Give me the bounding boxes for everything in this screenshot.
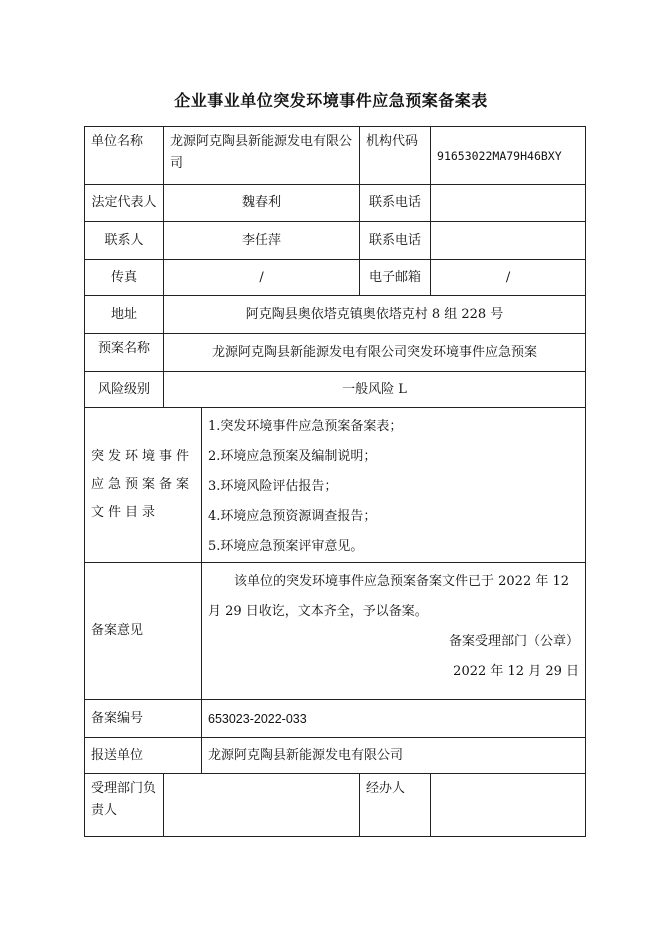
file-list-item: 4.环境应急预资源调查报告； — [208, 509, 377, 524]
legal-rep-value: 魏春利 — [164, 185, 360, 222]
row-plan-name — [85, 334, 586, 372]
row-dept-head — [85, 774, 586, 837]
plan-name-value: 龙源阿克陶县新能源发电有限公司突发环境事件应急预案 — [164, 334, 586, 372]
contact-value: 李任萍 — [164, 222, 360, 260]
email-value: / — [431, 260, 586, 296]
address-label: 地址 — [85, 296, 164, 334]
row-submit-unit — [85, 738, 586, 774]
filing-form-table — [84, 126, 586, 837]
row-fax — [85, 260, 586, 296]
email-label: 电子邮箱 — [360, 260, 431, 296]
record-no-label: 备案编号 — [85, 700, 202, 738]
file-list-item: 2.环境应急预案及编制说明； — [208, 449, 377, 464]
phone-label-2: 联系电话 — [360, 222, 431, 260]
opinion-label: 备案意见 — [85, 563, 202, 700]
dept-head-label: 受理部门负责人 — [85, 774, 164, 837]
opinion-cell — [202, 563, 586, 700]
org-code-label: 机构代码 — [360, 127, 431, 185]
row-contact — [85, 222, 586, 260]
submit-unit-label: 报送单位 — [85, 738, 202, 774]
phone-value-2 — [431, 222, 586, 260]
file-list-item: 3.环境风险评估报告； — [208, 479, 338, 494]
row-unit-name — [85, 127, 586, 185]
file-list-item: 5.环境应急预案评审意见。 — [208, 539, 364, 554]
fax-value: / — [164, 260, 360, 296]
legal-rep-label: 法定代表人 — [85, 185, 164, 222]
risk-level-label: 风险级别 — [85, 372, 164, 408]
row-risk-level — [85, 372, 586, 408]
plan-name-label: 预案名称 — [85, 334, 164, 372]
file-list-item: 1.突发环境事件应急预案备案表； — [208, 419, 403, 434]
handler-value — [431, 774, 586, 837]
row-file-list — [85, 408, 586, 563]
address-value: 阿克陶县奥依塔克镇奥依塔克村 8 组 228 号 — [164, 296, 586, 334]
org-code-value: 91653022MA79H46BXY — [431, 127, 586, 185]
page-title: 企业事业单位突发环境事件应急预案备案表 — [174, 91, 488, 110]
opinion-text: 该单位的突发环境事件应急预案备案文件已于 2022 年 12 月 29 日收讫，文本齐全，予以备案。 — [208, 574, 570, 619]
handler-label: 经办人 — [360, 774, 431, 837]
risk-level-value: 一般风险 L — [164, 372, 586, 408]
opinion-dept: 备案受理部门（公章） — [449, 634, 580, 649]
opinion-date: 2022 年 12 月 29 日 — [453, 664, 580, 679]
phone-label-1: 联系电话 — [360, 185, 431, 222]
submit-unit-value: 龙源阿克陶县新能源发电有限公司 — [202, 738, 586, 774]
unit-name-value: 龙源阿克陶县新能源发电有限公司 — [164, 127, 360, 185]
row-record-no — [85, 700, 586, 738]
contact-label: 联系人 — [85, 222, 164, 260]
file-list-label: 突发环境事件应急预案备案文件目录 — [85, 408, 202, 563]
phone-value-1 — [431, 185, 586, 222]
record-no-value: 653023-2022-033 — [202, 700, 586, 738]
row-legal-rep — [85, 185, 586, 222]
dept-head-value — [164, 774, 360, 837]
row-opinion — [85, 563, 586, 700]
unit-name-label: 单位名称 — [85, 127, 164, 185]
file-list-cell — [202, 408, 586, 563]
row-address — [85, 296, 586, 334]
fax-label: 传真 — [85, 260, 164, 296]
